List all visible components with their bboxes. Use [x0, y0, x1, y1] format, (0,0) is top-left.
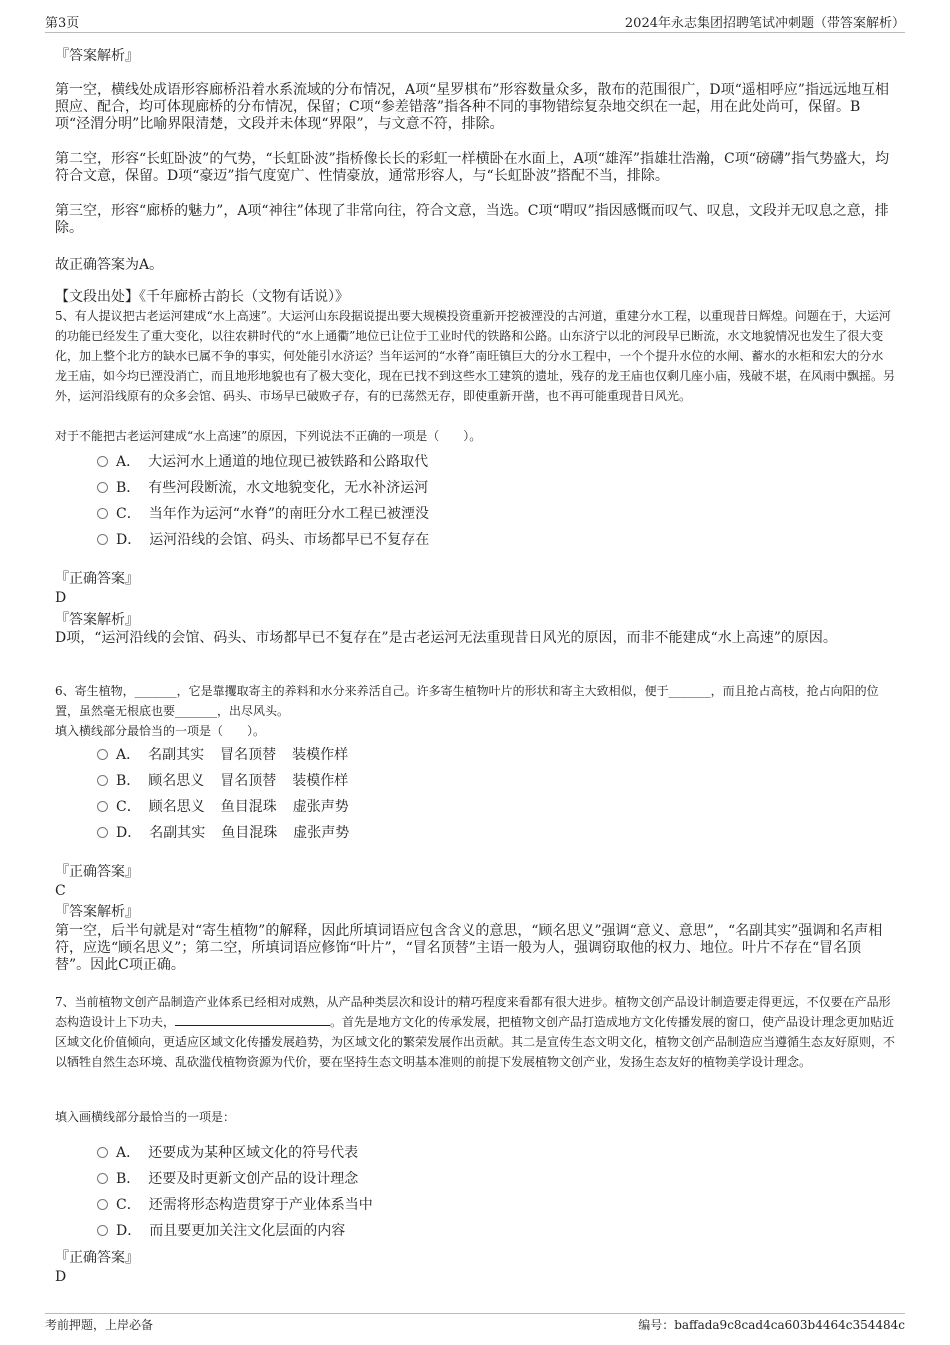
q6-option-b[interactable]: B． 顾名思义 冒名顶替 装模作样 — [97, 770, 348, 790]
radio-icon[interactable] — [97, 775, 108, 786]
q6-question: 填入横线部分最恰当的一项是（ ）。 — [55, 724, 266, 738]
q5-passage: 5、有人提议把古老运河建成“水上高速”。大运河山东段据说提出要大规模投资重新开挖被湮没的古河道，重建分水工程，以重现昔日辉煌。问题在于，大运河的功能已经发生了重大变化，以往农耕时代的“水上通衢”地位已让位于工业时代的铁路和公路。山东济宁以北的河段早已断流，水文地貌情况也发生了很大变化，加上整个北方的缺水已属不争的事实，何处能引水济运？当年运河的“水脊”南旺镇巨大的分水工程中，一个个提升水位的水闸、蓄水的水柜和宏大的分水龙王庙，如今均已湮没消亡，而且地形地貌也有了极大变化，现在已找不到这些水工建筑的遗址，残存的龙王庙也仅剩几座小庙，残破不堪，在风雨中飘摇。另外，运河沿线原有的众多会馆、码头、市场早已破败孑存，有的已荡然无存，即使重新开凿，也不再可能重现昔日风光。 — [55, 309, 896, 403]
radio-icon[interactable] — [97, 1225, 108, 1236]
q7-passage: 7、当前植物文创产品制造产业体系已经相对成熟，从产品种类层次和设计的精巧程度来看都有很大进步。植物文创产品设计制造要走得更远，不仅要在产品形态构造设计上下功夫， 。首先是地方文化的传承发展，把植物文创产品打造成地方文化传播发展的窗口，使产品设计理念更加贴近区域文化价值倾向，更适应区域文化传播发展趋势，为区域文化的繁荣发展作出贡献。其二是宣传生态文明文化，植物文创产品制造应当遵循生态友好原则，不以牺牲自然生态环境、乱砍滥伐植物资源为代价，要在坚持生态文明基本准则的前提下发展植物文创产业，发扬生态友好的植物美学设计理念。 — [55, 995, 896, 1069]
q4-source: 【文段出处】《千年廊桥古韵长（文物有话说）》 — [55, 289, 349, 305]
q6-option-d[interactable]: D． 名副其实 鱼目混珠 虚张声势 — [97, 822, 349, 842]
q4-analysis-para3: 第三空，形容“廊桥的魅力”，A项“神往”体现了非常向往，符合文意，当选。C项“喟叹”指因感慨而叹气、叹息，文段并无叹息之意，排除。 — [55, 203, 889, 236]
q4-conclusion: 故正确答案为A。 — [55, 257, 164, 273]
q4-analysis-para2: 第二空，形容“长虹卧波”的气势，“长虹卧波”指桥像长长的彩虹一样横卧在水面上，A项“雄浑”指雄壮浩瀚，C项“磅礴”指气势盛大，均符合文意，保留。D项“豪迈”指气度宽广、性情豪放，通常形容人，与“长虹卧波”搭配不当，排除。 — [55, 151, 890, 184]
q6-analysis: 第一空，后半句就是对“寄生植物”的解释，因此所填词语应包含含义的意思，“顾名思义”强调“意义、意思”，“名副其实”强调和名声相符，应选“顾名思义”；第二空，所填词语应修饰“叶片”，“冒名顶替”主语一般为人，强调窃取他的权力、地位。叶片不存在“冒名顶替”。因此C项正确。 — [55, 923, 883, 973]
radio-icon[interactable] — [97, 1199, 108, 1210]
q5-option-a[interactable]: A． 大运河水上通道的地位现已被铁路和公路取代 — [97, 451, 428, 471]
radio-icon[interactable] — [97, 482, 108, 493]
radio-icon[interactable] — [97, 456, 108, 467]
page-header — [45, 12, 905, 33]
fill-blank — [175, 1013, 330, 1026]
q4-analysis-para1: 第一空，横线处成语形容廊桥沿着水系流域的分布情况，A项“星罗棋布”形容数量众多，散布的范围很广，D项“遥相呼应”指远远地互相照应、配合，均可体现廊桥的分布情况，保留；C项“参差错落”指各种不同的事物错综复杂地交织在一起，用在此处尚可，保留。B项“泾渭分明”比喻界限清楚，文段并未体现“界限”，与文意不符，排除。 — [55, 82, 889, 132]
q5-answer-label: 『正确答案』 — [55, 571, 139, 587]
radio-icon[interactable] — [97, 1147, 108, 1158]
q5-answer: D — [55, 590, 67, 606]
radio-icon[interactable] — [97, 749, 108, 760]
q6-answer-label: 『正确答案』 — [55, 864, 139, 880]
page-number: 第3页 — [45, 16, 80, 31]
q5-option-c[interactable]: C． 当年作为运河“水脊”的南旺分水工程已被湮没 — [97, 503, 429, 523]
q7-option-c[interactable]: C． 还需将形态构造贯穿于产业体系当中 — [97, 1194, 373, 1214]
q7-question: 填入画横线部分最恰当的一项是： — [55, 1110, 236, 1124]
q4-analysis-label: 『答案解析』 — [55, 48, 139, 64]
q6-analysis-label: 『答案解析』 — [55, 904, 139, 920]
q7-option-d[interactable]: D． 而且要更加关注文化层面的内容 — [97, 1220, 345, 1240]
q7-answer: D — [55, 1269, 67, 1285]
q5-option-b[interactable]: B． 有些河段断流，水文地貌变化，无水补济运河 — [97, 477, 428, 497]
q5-analysis: D项，“运河沿线的会馆、码头、市场都早已不复存在”是古老运河无法重现昔日风光的原因，而非不能建成“水上高速”的原因。 — [55, 630, 837, 646]
document-title: 2024年永志集团招聘笔试冲刺题（带答案解析） — [624, 16, 905, 31]
page-footer — [45, 1313, 905, 1338]
q7-answer-label: 『正确答案』 — [55, 1250, 139, 1266]
q5-option-d[interactable]: D． 运河沿线的会馆、码头、市场都早已不复存在 — [97, 529, 429, 549]
radio-icon[interactable] — [97, 827, 108, 838]
radio-icon[interactable] — [97, 801, 108, 812]
document-id: 编号：baffada9c8cad4ca603b4464c354484c — [638, 1318, 905, 1332]
q7-option-a[interactable]: A． 还要成为某种区域文化的符号代表 — [97, 1142, 358, 1162]
q6-option-c[interactable]: C． 顾名思义 鱼目混珠 虚张声势 — [97, 796, 349, 816]
q6-answer: C — [55, 883, 66, 899]
radio-icon[interactable] — [97, 1173, 108, 1184]
q6-passage: 6、寄生植物，_______，它是靠攫取寄主的养料和水分来养活自己。许多寄生植物叶片的形状和寄主大致相似，便于_______，而且抢占高枝，抢占向阳的位置，虽然毫无根底也要_______，出尽风头。 — [55, 684, 879, 718]
radio-icon[interactable] — [97, 534, 108, 545]
q5-question: 对于不能把古老运河建成“水上高速”的原因，下列说法不正确的一项是（ ）。 — [55, 429, 482, 443]
q6-option-a[interactable]: A． 名副其实 冒名顶替 装模作样 — [97, 744, 348, 764]
radio-icon[interactable] — [97, 508, 108, 519]
footer-slogan: 考前押题，上岸必备 — [45, 1318, 154, 1332]
q7-option-b[interactable]: B． 还要及时更新文创产品的设计理念 — [97, 1168, 358, 1188]
q5-analysis-label: 『答案解析』 — [55, 612, 139, 628]
